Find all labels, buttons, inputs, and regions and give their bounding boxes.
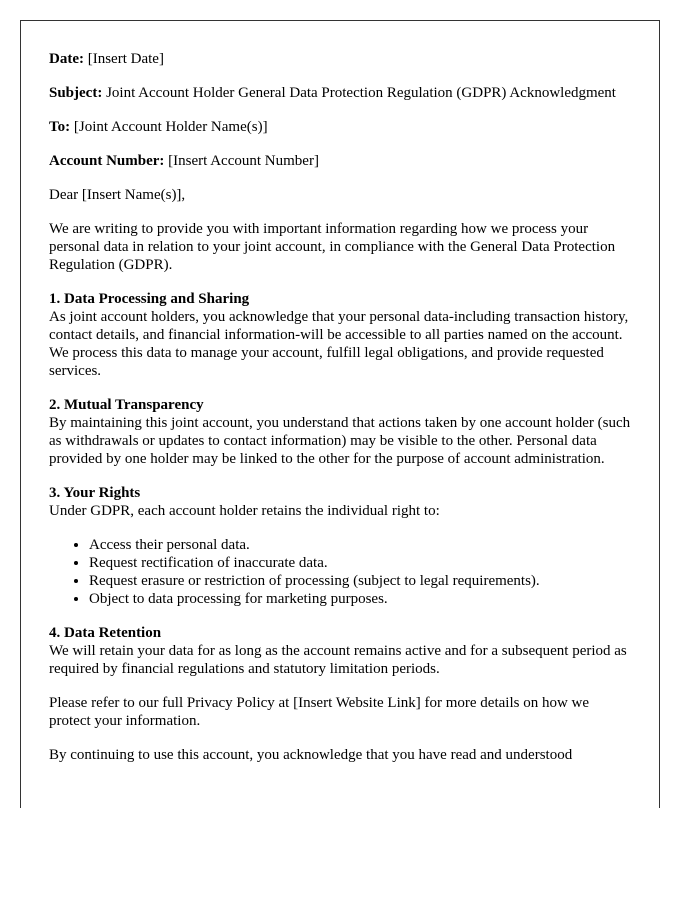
account-number-line [49,152,631,170]
subject-label: Subject: [49,85,103,101]
list-item: • Access their personal data. [89,536,631,554]
section-title: 2. Mutual Transparency [49,397,204,413]
section-body: As joint account holders, you acknowledge that your personal data-including transaction history, contact details, and financial information-will be accessible to all parties named on the account. We process this data to manage your account, fulfill legal obligations, and provide requested services. [49,309,629,379]
list-item: • Object to data processing for marketing purposes. [89,590,631,608]
to-label: To: [49,119,71,135]
section-your-rights [49,484,631,520]
account-number-value: [Insert Account Number] [168,153,319,169]
rights-list [49,536,631,608]
date-line [49,50,631,68]
section-body: Under GDPR, each account holder retains the individual right to: [49,503,440,519]
account-number-label: Account Number: [49,153,165,169]
subject-value: Joint Account Holder General Data Protection Regulation (GDPR) Acknowledgment [106,85,616,101]
to-value: [Joint Account Holder Name(s)] [73,119,268,135]
section-data-retention [49,624,631,678]
section-body: We will retain your data for as long as the account remains active and for a subsequent period as required by financial regulations and statutory limitation periods. [49,643,627,677]
section-data-processing [49,290,631,380]
to-line [49,118,631,136]
section-title: 1. Data Processing and Sharing [49,291,250,307]
section-title: 4. Data Retention [49,625,162,641]
date-value: [Insert Date] [87,51,164,67]
list-item: • Request erasure or restriction of processing (subject to legal requirements). [89,572,631,590]
intro-paragraph: We are writing to provide you with important information regarding how we process your personal data in relation to your joint account, in compliance with the General Data Protection Regulation (GDPR). [49,221,616,273]
privacy-policy-note: Please refer to our full Privacy Policy at [Insert Website Link] for more details on how we protect your information. [49,695,590,729]
letter-page [20,20,660,808]
subject-line [49,84,631,102]
section-body: By maintaining this joint account, you understand that actions taken by one account holder (such as withdrawals or updates to contact information) may be visible to the other. Personal data provided by one holder may be linked to the other for the purpose of account administration. [49,415,631,467]
section-title: 3. Your Rights [49,485,141,501]
date-label: Date: [49,51,84,67]
list-item: • Request rectification of inaccurate data. [89,554,631,572]
salutation: Dear [Insert Name(s)], [49,187,186,203]
section-mutual-transparency [49,396,631,468]
closing-paragraph: By continuing to use this account, you acknowledge that you have read and understood [49,747,573,763]
